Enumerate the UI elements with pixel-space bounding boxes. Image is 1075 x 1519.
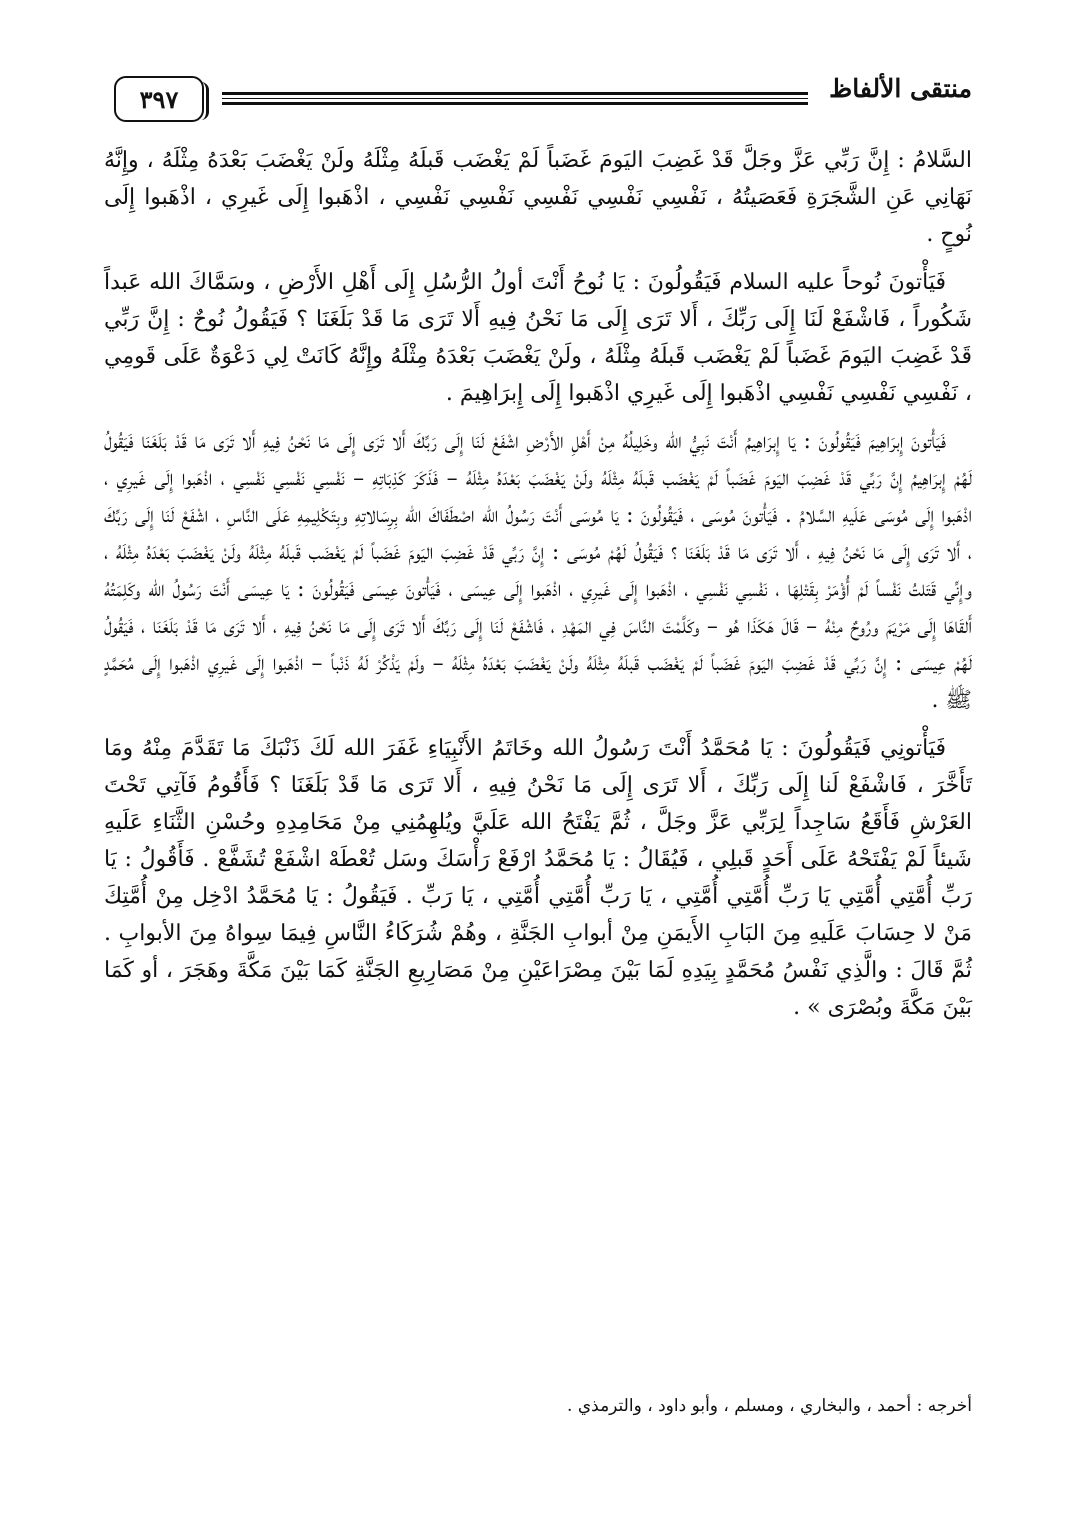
paragraph: فَيَأْتونَ نُوحاً عليه السلام فَيَقُولُونَ : يَا نُوحُ أَنْتَ أولُ الرُّسُلِ إِلَى أَهْلِ الأَرْضِ ، وسَمَّاكَ الله عَبداً شَكُوراً ، فَاشْفَعْ لَنَا إِلَى رَبِّكَ ، أَلا تَرَى إِلَى مَا نَحْنُ فِيهِ أَلا تَرَى مَا قَدْ بَلَغَنَا ؟ فَيَقُولُ نُوحٌ : إِنَّ رَبِّي قَدْ غَضِبَ اليَومَ غَضَباً لَمْ يَغْضَب قَبلَهُ مِثْلَهُ ، ولَنْ يَغْضَبَ بَعْدَهُ مِثْلَهُ وإِنَّهُ كَانَتْ لِي دَعْوَةٌ عَلَى قَومِي ، نَفْسِي نَفْسِي نَفْسِي اذْهَبوا إِلَى غَيرِي اذْهَبوا إِلَى إِبرَاهِيمَ . (104, 270, 972, 406)
paragraph: فَيَأْتونَ إِبرَاهِيمَ فَيَقُولُونَ : يَا إِبرَاهِيمُ أَنْتَ نَبِيُّ الله وخَلِيلُهُ مِنْ أَهْلِ الأَرْضِ اشْفَعْ لَنَا إِلَى رَبِّكَ أَلا تَرَى إِلَى مَا نَحْنُ فِيهِ أَلا تَرَى مَا قَدْ بَلَغَنَا فَيَقُولُ لَهُمْ إِبرَاهِيمُ إِنَّ رَبِّي قَدْ غَضِبَ اليَومَ غَضَباً لَمْ يَغْضَب قَبلَهُ مِثْلَهُ ولَنْ يَغْضَبَ بَعْدَهُ مِثْلَهُ – فَذَكَرَ كَذِبَاتِهِ – نَفْسِي نَفْسِي نَفْسِي ، اذْهَبوا إِلَى غَيرِي ، اذْهَبوا إِلَى مُوسَى عَلَيهِ السَّلامُ . فَيَأْتونَ مُوسَى ، فَيَقُولُونَ : يَا مُوسَى أَنْتَ رَسُولُ الله اصْطَفَاكَ الله بِرِسَالاتِهِ وبِتَكْلِيمِهِ عَلَى النَّاسِ ، اشْفَعْ لَنَا إِلَى رَبِّكَ ، أَلا تَرَى إِلَى مَا نَحْنُ فِيهِ ، أَلا تَرَى مَا قَدْ بَلَغَنَا ؟ فَيَقُولُ لَهُمْ مُوسَى : إِنَّ رَبِّي قَدْ غَضِبَ اليَومَ غَضَباً لَمْ يَغْضَب قَبلَهُ مِثْلَهُ ولَنْ يَغْضَبَ بَعْدَهُ مِثْلَهُ ، وإِنِّي قَتَلتُ نَفْساً لَمْ أُؤْمَرْ بِقَتْلِهَا ، نَفْسِي نَفْسِي ، اذْهَبوا إِلَى غَيرِي ، اذْهَبوا إِلَى عِيسَى ، فَيَأْتونَ عِيسَى فَيَقُولُونَ : يَا عِيسَى أَنْتَ رَسُولُ الله وكَلِمَتُهُ أَلقَاهَا إِلَى مَرْيَمَ ورُوحٌ مِنْهُ – قَالَ هَكَذَا هُو – وكَلَّمْتَ النَّاسَ فِي المَهْدِ ، فَاشْفَعْ لَنَا إِلَى رَبِّكَ أَلا تَرَى إِلَى مَا نَحْنُ فِيهِ ، أَلا تَرَى مَا قَدْ بَلَغَنَا ، فَيَقُولُ لَهُمْ عِيسَى : إِنَّ رَبِّي قَدْ غَضِبَ اليَومَ غَضَباً لَمْ يَغْضَب قَبلَهُ مِثْلَهُ ولَنْ يَغْضَبَ بَعْدَهُ مِثْلَهُ – ولَمْ يَذْكُرْ لَهُ ذَنْباً – اذْهَبوا إِلَى غَيرِي اذْهَبوا إِلَى مُحَمَّدٍ ﷺ . (104, 429, 972, 713)
body-text (104, 142, 972, 1037)
footnote: أخرجه : أحمد ، والبخاري ، ومسلم ، وأبو داود ، والترمذي . (567, 1396, 972, 1416)
paragraph: السَّلامُ : إِنَّ رَبِّي عَزَّ وجَلَّ قَدْ غَضِبَ اليَومَ غَضَباً لَمْ يَغْضَب قَبلَهُ مِثْلَهُ ولَنْ يَغْضَبَ بَعْدَهُ مِثْلَهُ ، وإِنَّهُ نَهَانِي عَنِ الشَّجَرَةِ فَعَصَيتُهُ ، نَفْسِي نَفْسِي نَفْسِي نَفْسِي نَفْسِي ، اذْهَبوا إِلَى غَيرِي ، اذْهَبوا إِلَى نُوحٍ . (104, 148, 972, 247)
header-rule (222, 92, 808, 95)
paragraph: فَيَأْتونِي فَيَقُولُونَ : يَا مُحَمَّدُ أَنْتَ رَسُولُ الله وخَاتَمُ الأَنْبِيَاءِ غَفَرَ الله لَكَ ذَنْبَكَ مَا تَقَدَّمَ مِنْهُ ومَا تَأَخَّرَ ، فَاشْفَعْ لَنا إِلَى رَبِّكَ ، أَلا تَرَى إِلَى مَا نَحْنُ فِيهِ ، أَلا تَرَى مَا قَدْ بَلَغَنَا ؟ فَأَقُومُ فَآتِي تَحْتَ العَرْشِ فَأَقَعُ سَاجِداً لِرَبِّي عَزَّ وجَلَّ ، ثُمَّ يَفْتَحُ الله عَلَيَّ ويُلهِمُنِي مِنْ مَحَامِدِهِ وحُسْنِ الثَّنَاءِ عَلَيهِ شَيئاً لَمْ يَفْتَحْهُ عَلَى أَحَدٍ قَبلِي ، فَيُقَالُ : يَا مُحَمَّدُ ارْفَعْ رَأْسَكَ وسَل تُعْطَهْ اشْفَعْ تُشَفَّعْ . فَأَقُولُ : يَا رَبِّ أُمَّتِي أُمَّتِي يَا رَبِّ أُمَّتِي أُمَّتِي ، يَا رَبِّ أُمَّتِي أُمَّتِي ، يَا رَبِّ . فَيَقُولُ : يَا مُحَمَّدُ ادْخِل مِنْ أُمَّتِكَ مَنْ لا حِسَابَ عَلَيهِ مِنَ البَابِ الأَيمَنِ مِنْ أبوابِ الجَنَّةِ ، وهُمْ شُرَكَاءُ النَّاسِ فِيمَا سِواهُ مِنَ الأبوابِ . ثُمَّ قَالَ : والَّذِي نَفْسُ مُحَمَّدٍ بِيَدِهِ لَمَا بَيْنَ مِصْرَاعَيْنِ مِنْ مَصَارِيعِ الجَنَّةِ كَمَا بَيْنَ مَكَّةَ وهَجَرَ ، أو كَمَا بَيْنَ مَكَّةَ وبُصْرَى » . (104, 736, 972, 1020)
header-rule (222, 102, 808, 105)
page-number: ٣٩٧ (114, 76, 204, 122)
page-header (104, 70, 972, 130)
book-title: منتقى الألفاظ (829, 74, 972, 103)
header-rule (222, 98, 808, 99)
